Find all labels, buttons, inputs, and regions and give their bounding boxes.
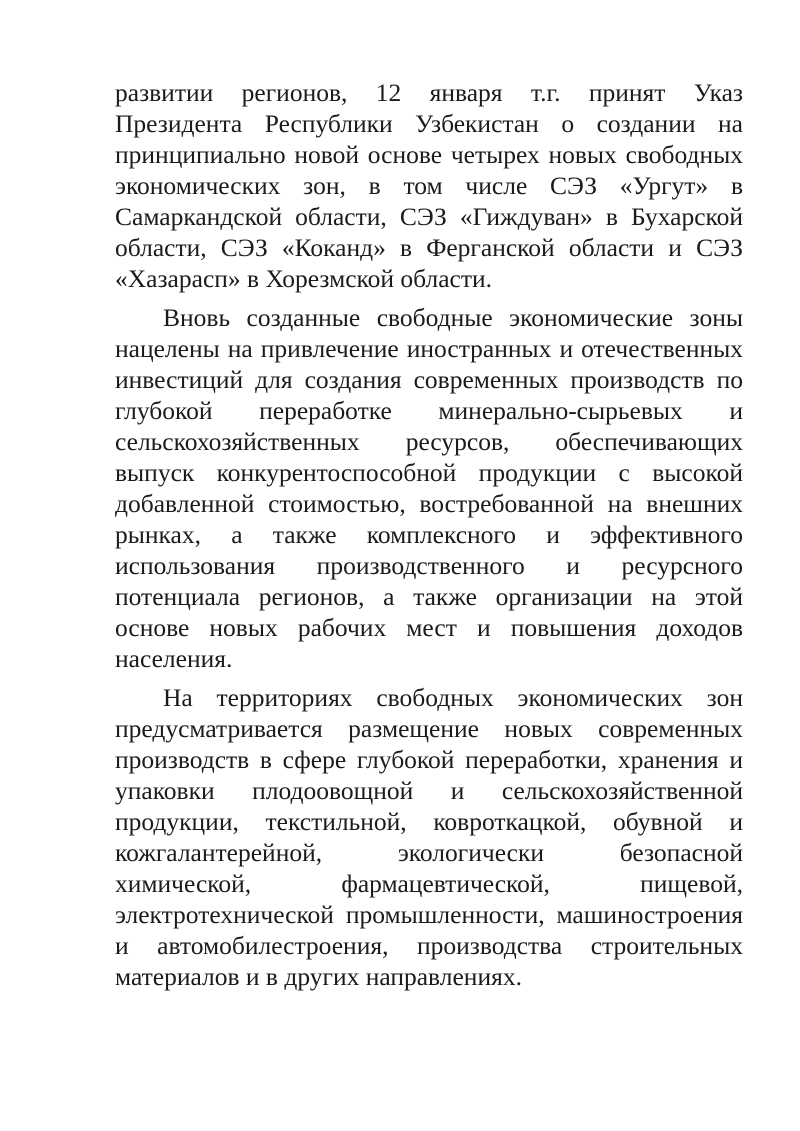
paragraph-new-zones-goals: Вновь созданные свободные экономические зоны нацелены на привлечение иностранных и отечественных инвестиций для создания современных производств по глубокой переработке минерально-сырьевых и сельскохозяйственных ресурсов, обеспечивающих выпуск конкурентоспособной продукции с высокой добавленной стоимостью, востребованной на внешних рынках, а также комплексного и эффективного использования производственного и ресурсного потенциала регионов, а также организации на этой основе новых рабочих мест и повышения доходов населения.: [115, 303, 743, 673]
paragraph-zone-production: На территориях свободных экономических зон предусматривается размещение новых современных производств в сфере глубокой переработки, хранения и упаковки плодоовощной и сельскохозяйственной продукции, текстильной, ковроткацкой, обувной и кожгалантерейной, экологически безопасной химической, фармацевтической, пищевой, электротехнической промышленности, машиностроения и автомобилестроения, производства строительных материалов и в других направлениях.: [115, 683, 743, 991]
paragraph-continuation: развитии регионов, 12 января т.г. принят Указ Президента Республики Узбекистан о создании на принципиально новой основе четырех новых свободных экономических зон, в том числе СЭЗ «Ургут» в Самаркандской области, СЭЗ «Гиждуван» в Бухарской области, СЭЗ «Коканд» в Ферганской области и СЭЗ «Хазарасп» в Хорезмской области.: [115, 78, 743, 293]
